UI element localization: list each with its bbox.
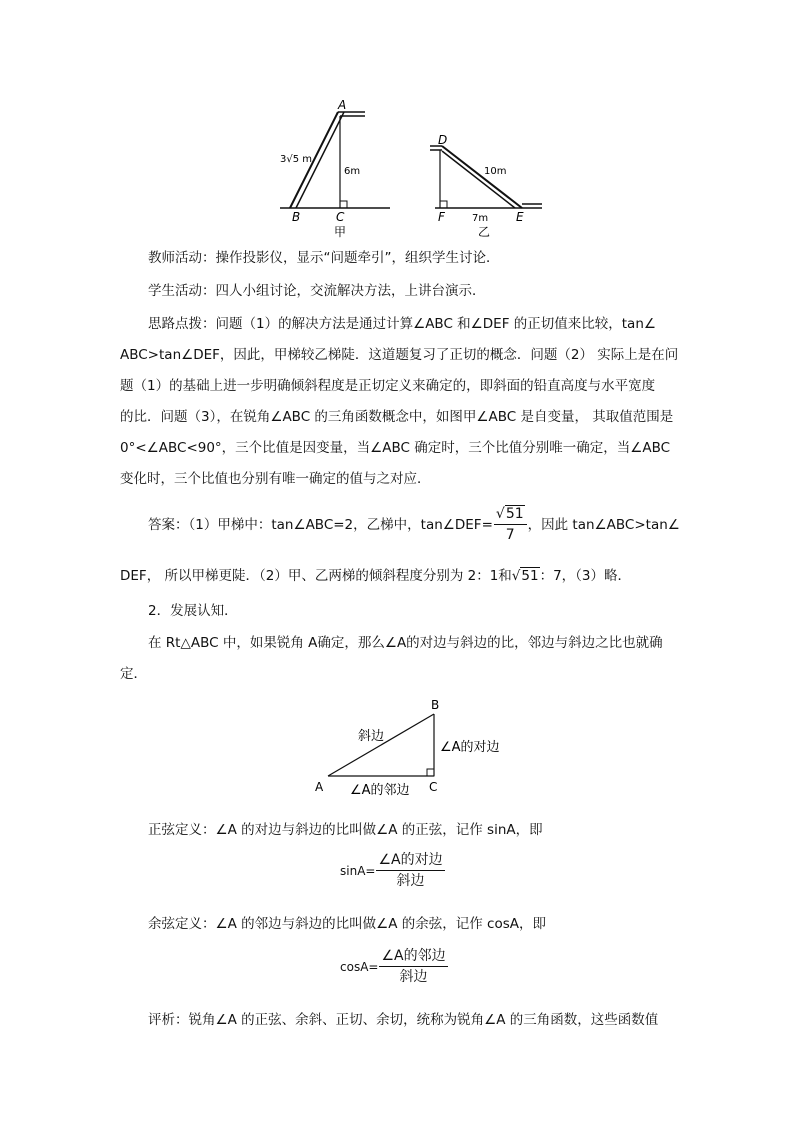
section-heading: 2．发展认知． (148, 603, 238, 619)
tri-label-adj: ∠A的邻边 (350, 783, 410, 798)
cos-numerator: ∠A的邻边 (379, 946, 447, 967)
sin-denominator: 斜边 (396, 873, 425, 889)
label-E: E (516, 210, 524, 224)
answer-prefix: 答案：（1）甲梯中：tan∠ABC=2，乙梯中，tan∠DEF= (148, 516, 493, 533)
label-height-jia: 6m (344, 166, 361, 177)
caption-yi: 乙 (478, 225, 491, 239)
tri-label-A: A (315, 780, 324, 794)
sine-equation (340, 850, 446, 891)
right-triangle-figure (310, 696, 520, 800)
answer-fraction: $\frac{√51}{7}$ (494, 504, 527, 545)
ladder-figures (270, 100, 560, 240)
hint-line-3: 题（1）的基础上进一步明确倾斜程度是正切定义来确定的，即斜面的铅直高度与水平宽度 (120, 378, 656, 394)
teacher-activity: 教师活动：操作投影仪，显示“问题牵引”，组织学生讨论． (148, 250, 500, 266)
rt-line-1: 在 Rt△ABC 中，如果锐角 A确定，那么∠A的对边与斜边的比，邻边与斜边之比也就确 (148, 635, 663, 651)
tri-label-B: B (431, 698, 440, 712)
label-F: F (438, 210, 445, 224)
label-base-yi: 7m (472, 213, 489, 224)
sin-numerator: ∠A的对边 (376, 850, 444, 871)
answer2-prefix: DEF， 所以甲梯更陡．（2）甲、乙两梯的倾斜程度分别为 2：1和 (120, 568, 512, 584)
answer2-suffix: ：7，（3）略． (539, 568, 632, 584)
label-A: A (338, 100, 347, 112)
tri-label-C: C (429, 780, 438, 794)
tri-label-opp: ∠A的对边 (440, 740, 500, 755)
label-side-jia: 3√5 m (280, 154, 313, 165)
label-B: B (292, 210, 301, 224)
label-side-yi: 10m (484, 166, 507, 177)
hint-line-6: 变化时，三个比值也分别有唯一确定的值与之对应． (120, 471, 431, 487)
answer-line-2 (120, 566, 680, 586)
cos-lhs: cosA= (340, 959, 379, 974)
sin-fraction (376, 850, 444, 891)
rt-line-2: 定． (120, 666, 147, 682)
tri-label-hyp: 斜边 (358, 729, 385, 744)
hint-line-5: 0°<∠ABC<90°，三个比值是因变量，当∠ABC 确定时，三个比值分别唯一确定，当∠ABC (120, 440, 671, 456)
cosine-equation (340, 946, 449, 987)
hint-line-1: 思路点拨：问题（1）的解决方法是通过计算∠ABC 和∠DEF 的正切值来比较，tan∠ (148, 316, 656, 332)
ladder-yi (430, 133, 542, 239)
answer-line-1 (148, 504, 708, 545)
cos-denominator: 斜边 (399, 969, 428, 985)
cosine-definition: 余弦定义：∠A 的邻边与斜边的比叫做∠A 的余弦，记作 cosA，即 (148, 916, 546, 932)
hint-line-2: ABC>tan∠DEF，因此，甲梯较乙梯陡．这道题复习了正切的概念．问题（2） 实际上是在问 (120, 347, 679, 363)
sine-definition: 正弦定义：∠A 的对边与斜边的比叫做∠A 的正弦，记作 sinA，即 (148, 822, 543, 838)
comment-line: 评析：锐角∠A 的正弦、余斜、正切、余切，统称为锐角∠A 的三角函数，这些函数值 (148, 1012, 659, 1028)
answer2-sqrt: √51 (511, 568, 539, 584)
hint-line-4: 的比．问题（3），在锐角∠ABC 的三角函数概念中，如图甲∠ABC 是自变量， 其取值范围是 (120, 409, 674, 425)
student-activity: 学生活动：四人小组讨论，交流解决方法，上讲台演示． (148, 283, 486, 299)
answer-suffix: ，因此 tan∠ABC>tan∠ (527, 516, 680, 533)
sin-lhs: sinA= (340, 863, 376, 878)
label-C: C (336, 210, 345, 224)
answer-frac-den: 7 (505, 527, 515, 543)
answer-frac-num: 51 (505, 506, 524, 522)
label-D: D (438, 133, 448, 147)
cos-fraction (379, 946, 447, 987)
ladder-jia (280, 100, 390, 239)
caption-jia: 甲 (334, 225, 347, 239)
